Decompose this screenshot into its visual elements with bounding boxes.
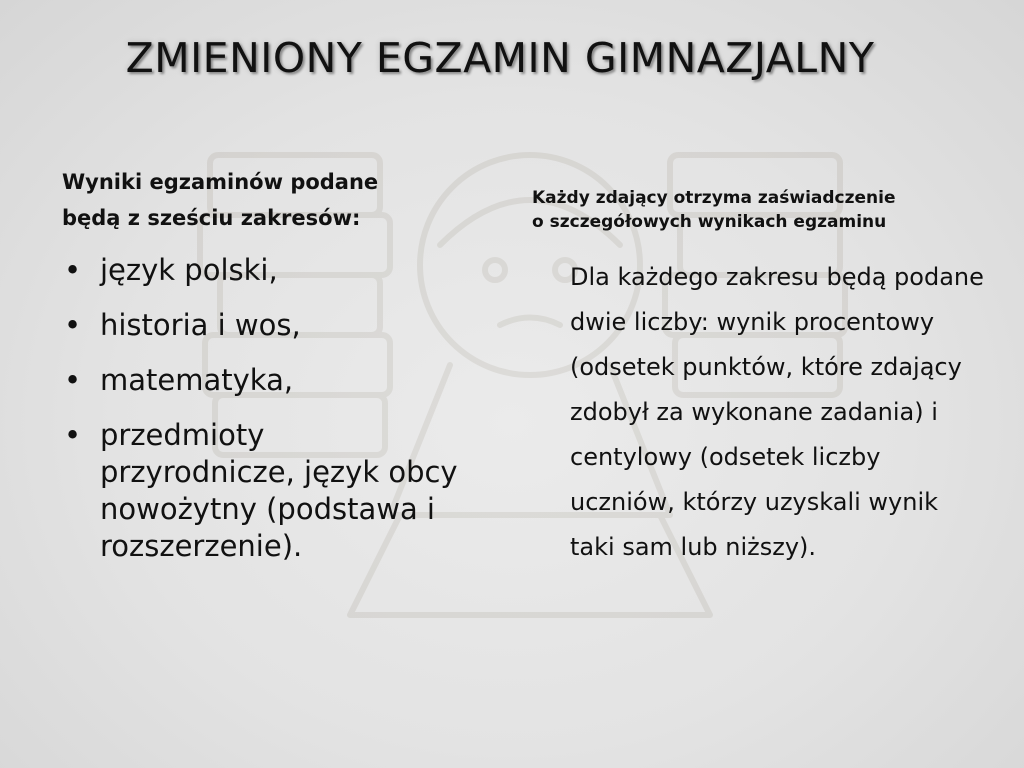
bullet-icon: • [64,253,82,287]
left-column-heading [62,164,462,236]
list-item [62,362,462,399]
right-column-heading [532,186,982,234]
subject-list [62,252,462,583]
left-heading-line: będą z sześciu zakresów: [62,206,361,230]
list-item [62,307,462,344]
bullet-icon: • [64,418,82,452]
right-heading-line: o szczegółowych wynikach egzaminu [532,212,887,232]
slide-title: ZMIENIONY EGZAMIN GIMNAZJALNY [125,34,875,82]
right-column-body: Dla każdego zakresu będą podane dwie liczby: wynik procentowy (odsetek punktów, które zdający zdobył za wykonane zadania) i centylowy (odsetek liczby uczniów, którzy uzyskali wynik taki sam lub niższy). [570,263,984,561]
list-item-text: historia i wos, [100,308,301,342]
list-item [62,417,462,565]
list-item [62,252,462,289]
list-item-text: matematyka, [100,363,294,397]
bullet-icon: • [64,308,82,342]
list-item-text: język polski, [100,253,278,287]
bullet-icon: • [64,363,82,397]
right-heading-line: Każdy zdający otrzyma zaświadczenie [532,188,896,208]
left-heading-line: Wyniki egzaminów podane [62,170,379,194]
list-item-text: przedmioty przyrodnicze, język obcy nowożytny (podstawa i rozszerzenie). [100,418,458,563]
